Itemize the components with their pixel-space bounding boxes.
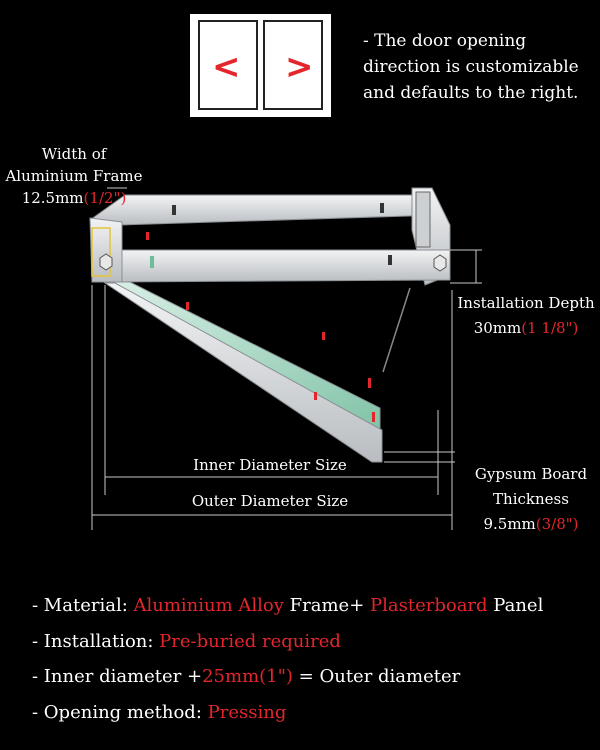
feature-prefix: - Opening method:: [32, 701, 208, 723]
gypsum-line2: Thickness: [493, 490, 569, 508]
install-depth-title: Installation Depth: [457, 294, 595, 312]
frame-width-line1: Width of: [41, 145, 107, 163]
gypsum-value: 9.5mm: [483, 515, 536, 533]
frame-front-rail: [92, 250, 450, 282]
slot: [380, 203, 384, 213]
feature-mid: Frame+: [283, 595, 371, 616]
outer-diameter-label: Outer Diameter Size: [191, 492, 349, 510]
note-line-2: direction is customizable: [363, 57, 579, 77]
hex-nut-right: [434, 255, 446, 271]
feature-highlight: 25mm(1"): [202, 666, 293, 687]
feature-diameter: [32, 659, 543, 695]
feature-installation: [32, 624, 543, 660]
hex-nut-left: [100, 254, 112, 270]
frame-width-value-row: [0, 187, 148, 209]
hinge: [416, 192, 430, 247]
install-depth-value-row: [452, 317, 600, 339]
frame-width-value-inch: (1/2"): [83, 189, 127, 207]
support-cable: [383, 288, 410, 372]
feature-material: [32, 588, 543, 624]
note-line-1: - The door opening: [363, 31, 527, 51]
feature-highlight: Pressing: [207, 701, 287, 723]
gypsum-thickness-label: [462, 462, 600, 537]
frame-width-label: [0, 143, 148, 209]
slot: [150, 256, 154, 268]
slot: [172, 205, 176, 215]
install-depth-label: [452, 292, 600, 339]
gypsum-value-row: [462, 512, 600, 537]
gypsum-value-inch: (3/8"): [535, 515, 579, 533]
feature-highlight: Aluminium Alloy: [133, 595, 284, 616]
frame-width-line2: Aluminium Frame: [5, 167, 143, 185]
feature-prefix: - Installation:: [32, 630, 160, 652]
panel-frame-edge: [105, 283, 382, 462]
slot: [388, 255, 392, 265]
feature-list: [32, 588, 543, 730]
feature-prefix: - Inner diameter +: [32, 666, 203, 687]
feature-prefix: - Material:: [32, 595, 134, 616]
install-depth-value-inch: (1 1/8"): [521, 319, 579, 337]
chevron-left-icon: <: [212, 47, 241, 87]
feature-highlight: Pre-buried required: [159, 630, 341, 652]
feature-highlight: Plasterboard: [370, 595, 488, 616]
frame-width-value: 12.5mm: [21, 189, 84, 207]
install-depth-value: 30mm: [473, 319, 522, 337]
feature-suffix: = Outer diameter: [292, 666, 461, 687]
inner-diameter-label: Inner Diameter Size: [193, 456, 347, 474]
chevron-right-icon: >: [285, 47, 314, 87]
gypsum-line1: Gypsum Board: [474, 465, 588, 483]
note-line-3: and defaults to the right.: [363, 83, 579, 103]
feature-opening: [32, 695, 543, 731]
feature-suffix: Panel: [487, 595, 544, 616]
